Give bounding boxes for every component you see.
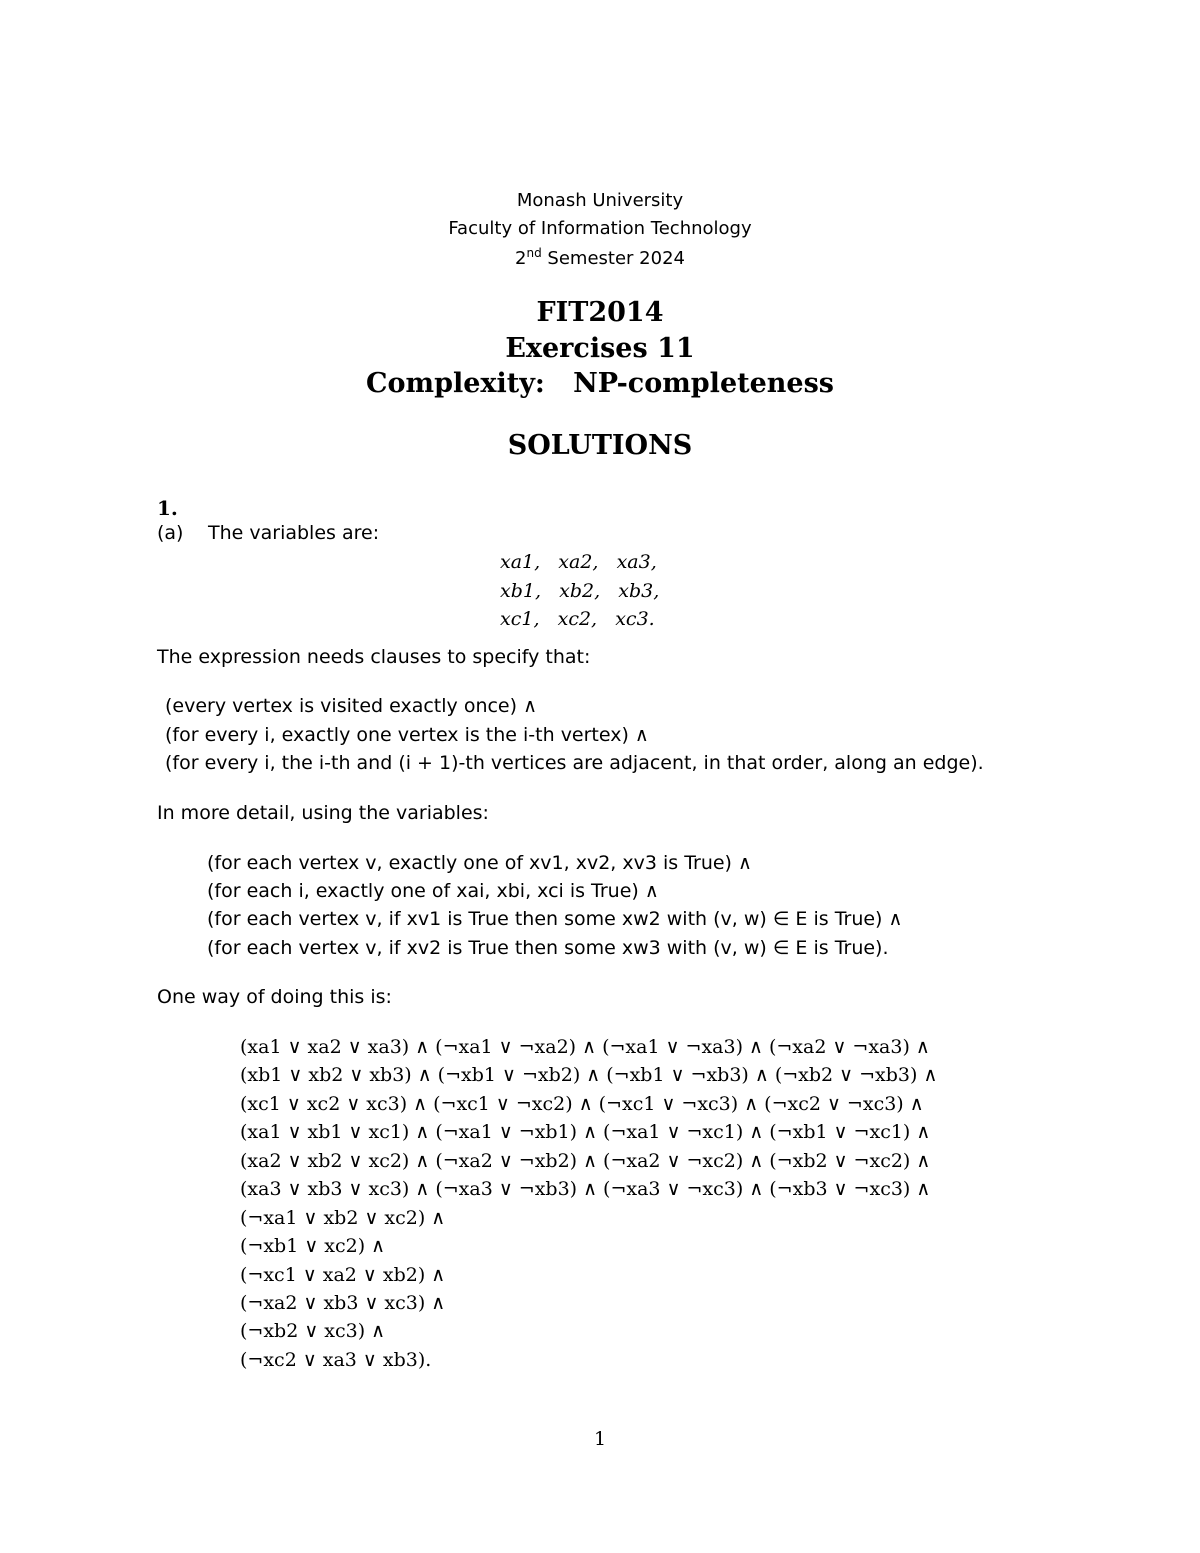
requirement-line: (for every i, exactly one vertex is the i-th vertex) ∧ <box>165 724 649 746</box>
part-label: (a) <box>157 522 184 544</box>
formula-line: (¬xc2 ∨ xa3 ∨ xb3). <box>240 1349 432 1371</box>
formula-line: (¬xc1 ∨ xa2 ∨ xb2) ∧ <box>240 1264 446 1286</box>
formula-line: (¬xa1 ∨ xb2 ∨ xc2) ∧ <box>240 1207 446 1229</box>
solutions-heading: SOLUTIONS <box>507 430 693 461</box>
formula-line: (xa1 ∨ xa2 ∨ xa3) ∧ (¬xa1 ∨ ¬xa2) ∧ (¬xa1 ∨ ¬xa3) ∧ (¬xa2 ∨ ¬xa3) ∧ <box>240 1036 930 1058</box>
requirement-line: (every vertex is visited exactly once) ∧ <box>165 695 537 717</box>
clauses-intro: The expression needs clauses to specify that: <box>157 646 591 668</box>
requirement-line: (for every i, the i-th and (i + 1)-th vertices are adjacent, in that order, along an edge). <box>165 752 984 774</box>
topic-title: Complexity: NP-completeness <box>366 368 834 399</box>
page-number: 1 <box>593 1428 607 1450</box>
unit-code: FIT2014 <box>536 297 664 328</box>
formula-line: (¬xa2 ∨ xb3 ∨ xc3) ∧ <box>240 1292 446 1314</box>
part-intro: The variables are: <box>208 522 380 544</box>
formula-line: (xa1 ∨ xb1 ∨ xc1) ∧ (¬xa1 ∨ ¬xb1) ∧ (¬xa1 ∨ ¬xc1) ∧ (¬xb1 ∨ ¬xc1) ∧ <box>240 1121 931 1143</box>
detail-intro: In more detail, using the variables: <box>157 802 489 824</box>
formula-line: (xb1 ∨ xb2 ∨ xb3) ∧ (¬xb1 ∨ ¬xb2) ∧ (¬xb1 ∨ ¬xb3) ∧ (¬xb2 ∨ ¬xb3) ∧ <box>240 1064 938 1086</box>
faculty-name: Faculty of Information Technology <box>448 218 752 239</box>
question-number: 1. <box>157 496 178 520</box>
detail-line: (for each vertex v, if xv2 is True then some xw3 with (v, w) ∈ E is True). <box>207 937 889 959</box>
institution-name: Monash University <box>516 190 684 211</box>
formula-line: (¬xb2 ∨ xc3) ∧ <box>240 1320 386 1342</box>
formula-line: (xa2 ∨ xb2 ∨ xc2) ∧ (¬xa2 ∨ ¬xb2) ∧ (¬xa2 ∨ ¬xc2) ∧ (¬xb2 ∨ ¬xc2) ∧ <box>240 1150 931 1172</box>
semester-suffix: nd <box>526 246 542 260</box>
formula-line: (xc1 ∨ xc2 ∨ xc3) ∧ (¬xc1 ∨ ¬xc2) ∧ (¬xc1 ∨ ¬xc3) ∧ (¬xc2 ∨ ¬xc3) ∧ <box>240 1093 924 1115</box>
variable-row: xb1, xb2, xb3, <box>500 580 660 602</box>
variable-row: xa1, xa2, xa3, <box>500 551 657 573</box>
semester-rest: Semester 2024 <box>541 248 685 269</box>
one-way-intro: One way of doing this is: <box>157 986 392 1008</box>
variable-row: xc1, xc2, xc3. <box>500 608 655 630</box>
detail-line: (for each vertex v, if xv1 is True then some xw2 with (v, w) ∈ E is True) ∧ <box>207 908 903 930</box>
formula-line: (¬xb1 ∨ xc2) ∧ <box>240 1235 386 1257</box>
semester-line <box>0 246 1200 269</box>
exercises-title: Exercises 11 <box>505 333 695 364</box>
semester-ordinal: 2 <box>515 248 527 269</box>
formula-line: (xa3 ∨ xb3 ∨ xc3) ∧ (¬xa3 ∨ ¬xb3) ∧ (¬xa3 ∨ ¬xc3) ∧ (¬xb3 ∨ ¬xc3) ∧ <box>240 1178 931 1200</box>
detail-line: (for each i, exactly one of xai, xbi, xci is True) ∧ <box>207 880 659 902</box>
detail-line: (for each vertex v, exactly one of xv1, xv2, xv3 is True) ∧ <box>207 852 752 874</box>
